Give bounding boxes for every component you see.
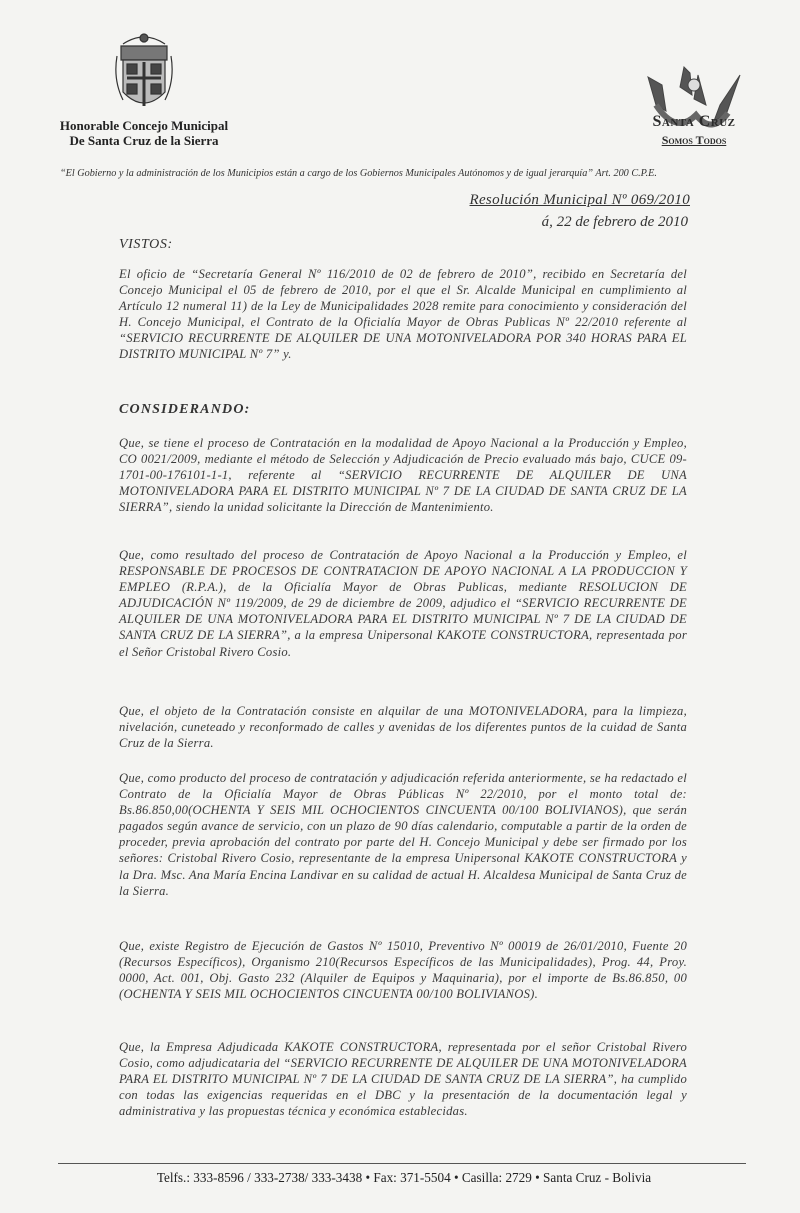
considerando-heading: CONSIDERANDO: <box>119 402 251 417</box>
logo-subtitle: Somos Todos <box>661 133 727 147</box>
council-line-1: Honorable Concejo Municipal <box>59 118 229 133</box>
considerando-paragraph-3: Que, el objeto de la Contratación consiste en alquilar de una MOTONIVELADORA, para la limpieza, nivelación, cuneteado y reconformado de calles y avenidas de los diferentes puntos de la cuidad de Santa Cruz de la Sierra. <box>119 704 687 751</box>
council-line-2: De Santa Cruz de la Sierra <box>69 133 219 148</box>
vistos-paragraph: El oficio de “Secretaría General Nº 116/2010 de 02 de febrero de 2010”, recibido en Secretaría del Concejo Municipal el 05 de febrero de 2010, por el que el Sr. Alcalde Municipal en cumplimiento al Artículo 12 numeral 11) de la Ley de Municipalidades 2028 remite para conocimiento y consideración del H. Concejo Municipal, el Contrato de la Oficialía Mayor de Obras Publicas Nº 22/2010 referente al “SERVICIO RECURRENTE DE ALQUILER DE UNA MOTONIVELADORA POR 340 HORAS PARA EL DISTRITO MUNICIPAL Nº 7” y. <box>119 267 687 362</box>
coat-of-arms-icon <box>113 30 175 118</box>
considerando-paragraph-6: Que, la Empresa Adjudicada KAKOTE CONSTRUCTORA, representada por el señor Cristobal Rivero Cosio, como adjudicataria del “SERVICIO RECURRENTE DE ALQUILER DE UNA MOTONIVELADORA PARA EL DISTRITO MUNICIPAL Nº 7 DE LA CIUDAD DE SANTA CRUZ DE LA SIERRA”, ha cumplido con todas las exigencias requeridas en el DBC y la presentación de la documentación legal y administrativa y las propuestas técnica y económica establecidas. <box>119 1040 687 1119</box>
constitution-quote: “El Gobierno y la administración de los Municipios están a cargo de los Gobiernos Municipales Autónomos y de igual jerarquía” Art. 200 C.P.E. <box>60 168 657 179</box>
footer-divider <box>58 1163 746 1164</box>
resolution-title: Resolución Municipal Nº 069/2010 <box>469 192 690 208</box>
council-name <box>40 118 248 148</box>
considerando-paragraph-1: Que, se tiene el proceso de Contratación en la modalidad de Apoyo Nacional a la Producción y Empleo, CO 0021/2009, mediante el método de Selección y Adjudicación de Precio evaluado más bajo, CUCE 09-1701-00-176101-1-1, referente al “SERVICIO RECURRENTE DE ALQUILER DE UNA MOTONIVELADORA PARA EL DISTRITO MUNICIPAL Nº 7 DE LA CIUDAD DE SANTA CRUZ DE LA SIERRA”, siendo la unidad solicitante la Dirección de Mantenimiento. <box>119 436 687 515</box>
considerando-paragraph-4: Que, como producto del proceso de contratación y adjudicación referida anteriormente, se ha redactado el Contrato de la Oficialía Mayor de Obras Públicas Nº 22/2010, por el monto total de: Bs.86.850,00(OCHENTA Y SEIS MIL OCHOCIENTOS CINCUENTA 00/100 BOLIVIANOS), que serán pagados según avance de servicio, con un plazo de 90 días calendario, computable a partir de la orden de proceder, previa aprobación del contrato por parte del H. Concejo Municipal y debe ser firmado por los señores: Cristobal Rivero Cosio, representante de la empresa Unipersonal KAKOTE CONSTRUCTORA y la Dra. Msc. Ana María Encina Landivar en su calidad de actual H. Alcaldesa Municipal de Santa Cruz de la Sierra. <box>119 771 687 898</box>
considerando-paragraph-5: Que, existe Registro de Ejecución de Gastos Nº 15010, Preventivo Nº 00019 de 26/01/2010, Fuente 20 (Recursos Específicos), Organismo 210(Recursos Específicos de las Municipalidades), Prog. 44, Proy. 0000, Act. 001, Obj. Gasto 232 (Alquiler de Equipos y Maquinaria), por el importe de Bs.86.850, 00 (OCHENTA Y SEIS MIL OCHOCIENTOS CINCUENTA 00/100 BOLIVIANOS). <box>119 939 687 1002</box>
considerando-paragraph-2: Que, como resultado del proceso de Contratación de Apoyo Nacional a la Producción y Empleo, el RESPONSABLE DE PROCESOS DE CONTRATACION DE APOYO NACIONAL A LA PRODUCCION Y EMPLEO (R.P.A.), de la Oficialía Mayor de Obras Publicas, mediante RESOLUCION DE ADJUDICACIÓN Nº 119/2009, de 29 de diciembre de 2009, adjudico el “SERVICIO RECURRENTE DE ALQUILER DE UNA MOTONIVELADORA PARA EL DISTRITO MUNICIPAL Nº 7 DE LA CIUDAD DE SANTA CRUZ DE LA SIERRA”, a la empresa Unipersonal KAKOTE CONSTRUCTORA, representada por el Señor Cristobal Rivero Cosio. <box>119 548 687 659</box>
resolution-date: á, 22 de febrero de 2010 <box>541 214 688 230</box>
logo-title: Santa Cruz <box>652 113 736 130</box>
vistos-heading: VISTOS: <box>119 237 173 252</box>
footer-contact: Telfs.: 333-8596 / 333-2738/ 333-3438 • Fax: 371-5504 • Casilla: 2729 • Santa Cruz - Bolivia <box>156 1170 652 1185</box>
